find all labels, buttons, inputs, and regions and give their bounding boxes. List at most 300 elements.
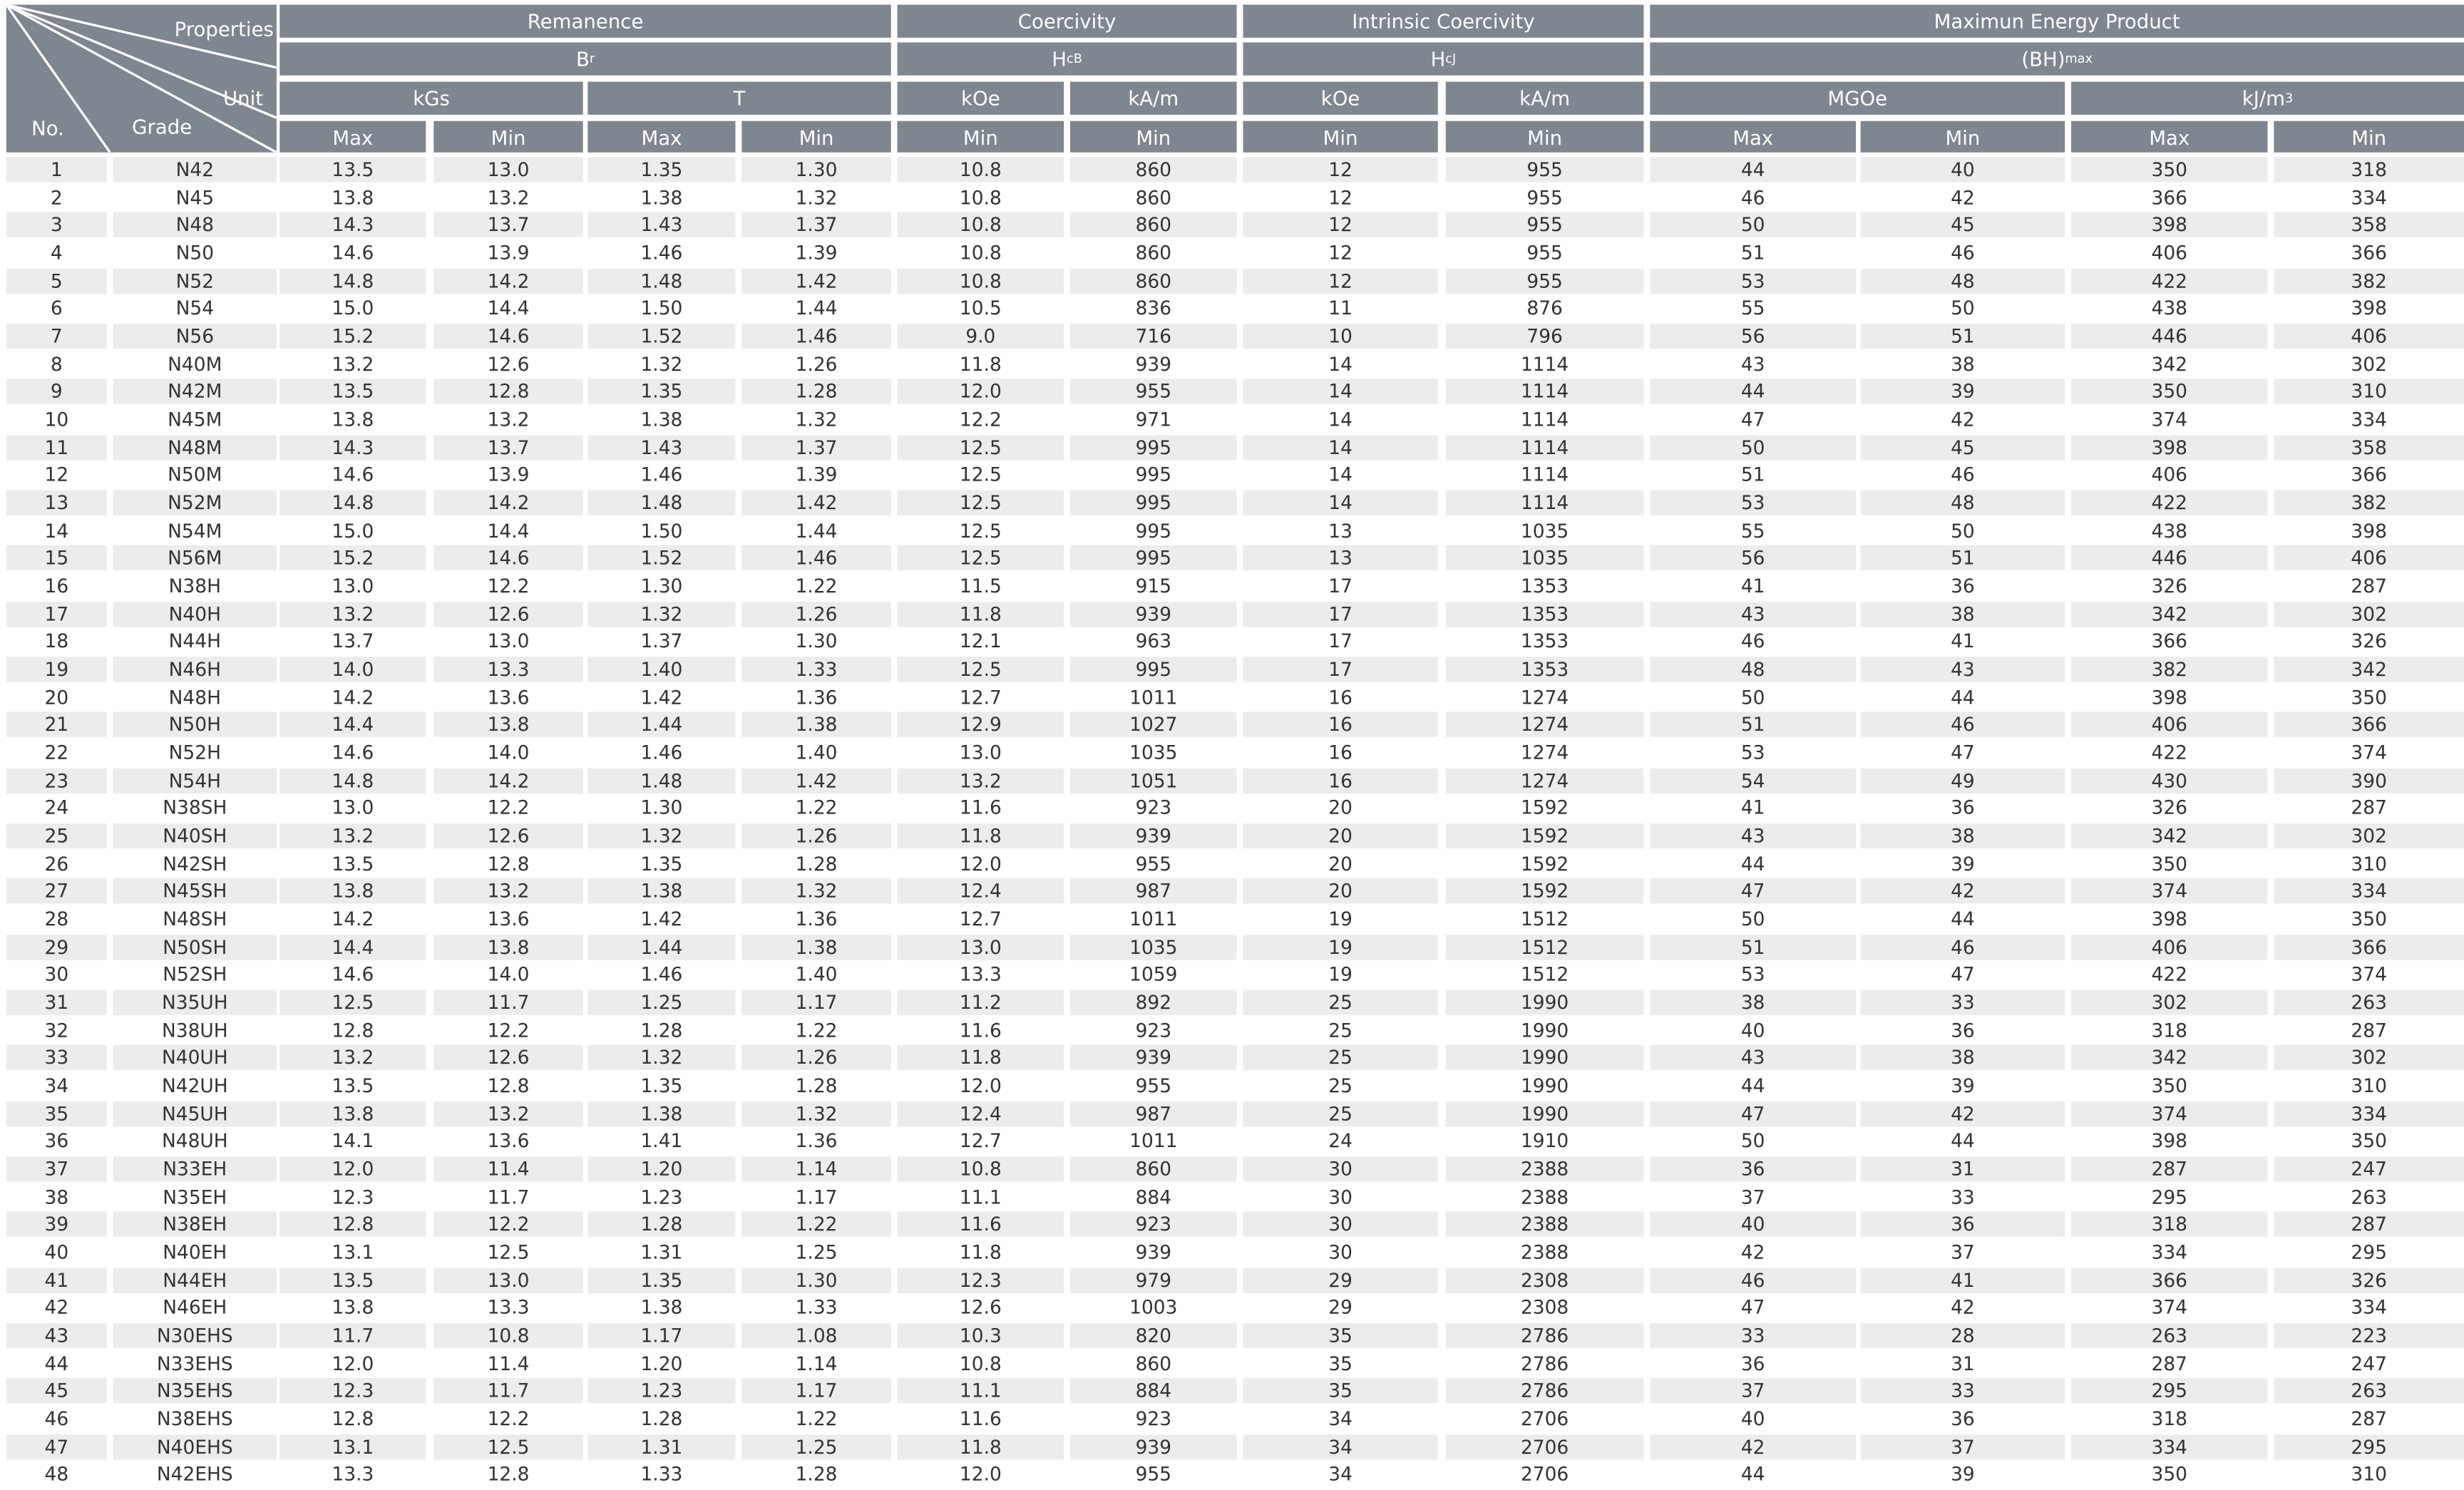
bh-mgoe-min-cell: 42: [1861, 879, 2065, 904]
row-grade-cell: N40M: [113, 351, 277, 376]
hcb-koe-min-cell: 10.8: [898, 212, 1064, 237]
row-grade-cell: N52H: [113, 740, 277, 765]
hcj-kam-min-cell: 2706: [1446, 1407, 1644, 1432]
br-t-min-cell: 1.30: [741, 1268, 890, 1293]
hcb-koe-min-cell: 10.8: [898, 268, 1064, 293]
br-t-min-cell: 1.30: [741, 629, 890, 654]
bh-kjm3-max-cell: 406: [2071, 712, 2268, 737]
hcj-koe-min-cell: 30: [1243, 1156, 1437, 1181]
hcb-koe-min-cell: 12.0: [898, 1074, 1064, 1099]
bh-mgoe-max-cell: 47: [1650, 407, 1856, 432]
br-kgs-min-cell: 13.3: [433, 657, 582, 682]
hcj-kam-min-cell: 1592: [1446, 823, 1644, 848]
br-t-max-cell: 1.43: [587, 435, 735, 460]
br-kgs-min-cell: 13.0: [433, 629, 582, 654]
hcb-kam-min-cell: 860: [1070, 212, 1237, 237]
bh-mgoe-max-cell: 46: [1650, 629, 1856, 654]
bh-mgoe-min-cell: 36: [1861, 1018, 2065, 1043]
bh-kjm3-min-cell: 302: [2274, 823, 2464, 848]
bh-kjm3-max-cell: 422: [2071, 740, 2268, 765]
br-t-min-cell: 1.30: [741, 157, 890, 182]
unit-kjm3: kJ/m 3: [2071, 82, 2464, 115]
hcj-koe-min-cell: 34: [1243, 1434, 1437, 1459]
row-grade-cell: N46H: [113, 657, 277, 682]
bh-kjm3-min-cell: 406: [2274, 546, 2464, 571]
br-kgs-max-cell: 14.0: [279, 657, 426, 682]
hcb-kam-min-cell: 1011: [1070, 1129, 1237, 1154]
bh-mgoe-min-cell: 40: [1861, 157, 2065, 182]
br-t-max-cell: 1.37: [587, 629, 735, 654]
hcb-kam-min-cell: 860: [1070, 268, 1237, 293]
br-t-max-cell: 1.28: [587, 1407, 735, 1432]
br-kgs-min-cell: 10.8: [433, 1323, 582, 1348]
br-kgs-max-cell: 13.2: [279, 602, 426, 627]
row-no-cell: 8: [6, 351, 107, 376]
br-t-min-cell: 1.22: [741, 1212, 890, 1237]
br-kgs-max-cell: 13.5: [279, 851, 426, 876]
hcj-koe-min-cell: 34: [1243, 1407, 1437, 1432]
hcj-koe-min-cell: 17: [1243, 629, 1437, 654]
row-no-cell: 20: [6, 684, 107, 709]
br-kgs-max-cell: 13.5: [279, 379, 426, 404]
bh-mgoe-max-cell: 51: [1650, 240, 1856, 265]
bh-mgoe-min-cell: 45: [1861, 212, 2065, 237]
br-kgs-max-cell: 13.1: [279, 1240, 426, 1265]
br-t-max-cell: 1.20: [587, 1156, 735, 1181]
row-no-cell: 4: [6, 240, 107, 265]
br-kgs-min-cell: 11.7: [433, 1379, 582, 1404]
bh-kjm3-min-cell: 302: [2274, 351, 2464, 376]
bh-kjm3-min-cell: 374: [2274, 740, 2464, 765]
row-grade-cell: N30EHS: [113, 1323, 277, 1348]
bh-mgoe-min-cell: 31: [1861, 1156, 2065, 1181]
br-kgs-max-cell: 12.8: [279, 1018, 426, 1043]
hcj-koe-min-cell: 19: [1243, 907, 1437, 932]
bh-mgoe-min-cell: 44: [1861, 907, 2065, 932]
row-grade-cell: N52M: [113, 490, 277, 515]
row-no-cell: 31: [6, 990, 107, 1015]
hcb-kam-min-cell: 1011: [1070, 907, 1237, 932]
br-t-max-cell: 1.35: [587, 1268, 735, 1293]
hcj-koe-min-cell: 14: [1243, 435, 1437, 460]
bh-mgoe-max-cell: 46: [1650, 185, 1856, 210]
br-kgs-min-cell: 13.8: [433, 712, 582, 737]
br-kgs-min-cell: 12.2: [433, 1407, 582, 1432]
br-kgs-max-cell: 13.1: [279, 1434, 426, 1459]
row-no-cell: 13: [6, 490, 107, 515]
row-grade-cell: N38SH: [113, 796, 277, 821]
row-no-cell: 12: [6, 463, 107, 488]
row-no-cell: 32: [6, 1018, 107, 1043]
limit-header: Max: [279, 121, 426, 153]
row-no-cell: 44: [6, 1351, 107, 1376]
br-kgs-min-cell: 14.4: [433, 296, 582, 321]
bh-kjm3-max-cell: 406: [2071, 935, 2268, 960]
br-kgs-min-cell: 14.2: [433, 490, 582, 515]
unit-hcj-kam: kA/m: [1446, 82, 1644, 115]
bh-kjm3-min-cell: 358: [2274, 435, 2464, 460]
row-grade-cell: N50SH: [113, 935, 277, 960]
hcj-kam-min-cell: 1512: [1446, 962, 1644, 987]
hcj-koe-min-cell: 20: [1243, 879, 1437, 904]
hcj-koe-min-cell: 30: [1243, 1212, 1437, 1237]
row-grade-cell: N48UH: [113, 1129, 277, 1154]
hcb-koe-min-cell: 11.2: [898, 990, 1064, 1015]
hcb-koe-min-cell: 12.5: [898, 490, 1064, 515]
hcj-koe-min-cell: 25: [1243, 1018, 1437, 1043]
hcb-kam-min-cell: 955: [1070, 379, 1237, 404]
bh-kjm3-max-cell: 342: [2071, 602, 2268, 627]
br-t-max-cell: 1.35: [587, 851, 735, 876]
hcb-koe-min-cell: 12.5: [898, 546, 1064, 571]
bh-kjm3-max-cell: 366: [2071, 1268, 2268, 1293]
symbol-br-main: B: [575, 47, 590, 71]
corner-header: [6, 5, 277, 153]
br-t-min-cell: 1.26: [741, 602, 890, 627]
br-t-min-cell: 1.40: [741, 740, 890, 765]
hcj-kam-min-cell: 1990: [1446, 1046, 1644, 1071]
limit-header: Min: [898, 121, 1064, 153]
bh-kjm3-min-cell: 302: [2274, 602, 2464, 627]
br-kgs-min-cell: 13.6: [433, 1129, 582, 1154]
bh-kjm3-min-cell: 358: [2274, 212, 2464, 237]
row-grade-cell: N40UH: [113, 1046, 277, 1071]
br-kgs-max-cell: 14.3: [279, 212, 426, 237]
bh-mgoe-min-cell: 44: [1861, 684, 2065, 709]
br-kgs-max-cell: 12.8: [279, 1212, 426, 1237]
bh-mgoe-min-cell: 50: [1861, 518, 2065, 543]
bh-mgoe-min-cell: 36: [1861, 1212, 2065, 1237]
hcj-kam-min-cell: 2786: [1446, 1351, 1644, 1376]
bh-kjm3-min-cell: 310: [2274, 379, 2464, 404]
row-grade-cell: N48M: [113, 435, 277, 460]
row-grade-cell: N44EH: [113, 1268, 277, 1293]
bh-mgoe-max-cell: 41: [1650, 574, 1856, 599]
br-kgs-min-cell: 14.4: [433, 518, 582, 543]
br-t-min-cell: 1.38: [741, 712, 890, 737]
bh-mgoe-max-cell: 43: [1650, 1046, 1856, 1071]
hcb-kam-min-cell: 860: [1070, 185, 1237, 210]
br-kgs-min-cell: 14.0: [433, 962, 582, 987]
row-no-cell: 26: [6, 851, 107, 876]
hcb-koe-min-cell: 9.0: [898, 324, 1064, 349]
bh-kjm3-max-cell: 350: [2071, 1074, 2268, 1099]
hcb-kam-min-cell: 836: [1070, 296, 1237, 321]
bh-kjm3-max-cell: 334: [2071, 1434, 2268, 1459]
hcb-koe-min-cell: 13.3: [898, 962, 1064, 987]
unit-hcb-kam: kA/m: [1070, 82, 1237, 115]
row-grade-cell: N42M: [113, 379, 277, 404]
br-t-min-cell: 1.38: [741, 935, 890, 960]
hcj-koe-min-cell: 13: [1243, 546, 1437, 571]
br-t-max-cell: 1.23: [587, 1379, 735, 1404]
hcj-kam-min-cell: 1274: [1446, 768, 1644, 793]
bh-kjm3-max-cell: 398: [2071, 435, 2268, 460]
hcb-kam-min-cell: 860: [1070, 157, 1237, 182]
br-t-max-cell: 1.32: [587, 351, 735, 376]
br-kgs-max-cell: 14.8: [279, 768, 426, 793]
bh-mgoe-min-cell: 49: [1861, 768, 2065, 793]
br-kgs-max-cell: 13.2: [279, 823, 426, 848]
bh-mgoe-min-cell: 33: [1861, 1184, 2065, 1209]
hcj-koe-min-cell: 25: [1243, 1101, 1437, 1126]
br-kgs-max-cell: 14.3: [279, 435, 426, 460]
bh-mgoe-max-cell: 44: [1650, 379, 1856, 404]
bh-kjm3-min-cell: 342: [2274, 657, 2464, 682]
hcb-kam-min-cell: 1011: [1070, 684, 1237, 709]
limit-header: Max: [2071, 121, 2268, 153]
row-grade-cell: N42: [113, 157, 277, 182]
br-t-min-cell: 1.28: [741, 1074, 890, 1099]
br-kgs-max-cell: 14.1: [279, 1129, 426, 1154]
bh-mgoe-min-cell: 45: [1861, 435, 2065, 460]
hcb-kam-min-cell: 955: [1070, 851, 1237, 876]
bh-mgoe-max-cell: 55: [1650, 296, 1856, 321]
br-t-min-cell: 1.28: [741, 1462, 890, 1487]
br-kgs-max-cell: 13.0: [279, 574, 426, 599]
bh-kjm3-min-cell: 366: [2274, 463, 2464, 488]
bh-mgoe-min-cell: 42: [1861, 407, 2065, 432]
hcb-kam-min-cell: 860: [1070, 1351, 1237, 1376]
br-t-max-cell: 1.42: [587, 684, 735, 709]
row-grade-cell: N48: [113, 212, 277, 237]
hcb-kam-min-cell: 995: [1070, 518, 1237, 543]
bh-mgoe-max-cell: 40: [1650, 1212, 1856, 1237]
br-t-max-cell: 1.38: [587, 1295, 735, 1320]
bh-mgoe-min-cell: 37: [1861, 1240, 2065, 1265]
no-label: No.: [31, 116, 64, 140]
br-kgs-min-cell: 14.2: [433, 268, 582, 293]
br-t-max-cell: 1.50: [587, 518, 735, 543]
br-kgs-min-cell: 11.7: [433, 990, 582, 1015]
hcj-koe-min-cell: 16: [1243, 712, 1437, 737]
br-kgs-max-cell: 14.8: [279, 268, 426, 293]
bh-kjm3-max-cell: 406: [2071, 463, 2268, 488]
bh-kjm3-min-cell: 382: [2274, 268, 2464, 293]
row-no-cell: 35: [6, 1101, 107, 1126]
br-t-min-cell: 1.26: [741, 1046, 890, 1071]
hcj-kam-min-cell: 1353: [1446, 602, 1644, 627]
br-kgs-min-cell: 13.3: [433, 1295, 582, 1320]
row-grade-cell: N35UH: [113, 990, 277, 1015]
row-grade-cell: N48H: [113, 684, 277, 709]
hcb-kam-min-cell: 995: [1070, 546, 1237, 571]
bh-mgoe-max-cell: 41: [1650, 796, 1856, 821]
bh-kjm3-max-cell: 287: [2071, 1156, 2268, 1181]
hcb-koe-min-cell: 11.8: [898, 602, 1064, 627]
hcj-kam-min-cell: 1990: [1446, 1074, 1644, 1099]
br-kgs-max-cell: 13.8: [279, 185, 426, 210]
hcb-kam-min-cell: 939: [1070, 1046, 1237, 1071]
hcj-kam-min-cell: 1274: [1446, 740, 1644, 765]
hcj-kam-min-cell: 1274: [1446, 712, 1644, 737]
hcb-koe-min-cell: 12.7: [898, 907, 1064, 932]
br-t-max-cell: 1.52: [587, 324, 735, 349]
bh-kjm3-max-cell: 422: [2071, 962, 2268, 987]
row-no-cell: 23: [6, 768, 107, 793]
bh-kjm3-min-cell: 287: [2274, 1407, 2464, 1432]
bh-kjm3-max-cell: 406: [2071, 240, 2268, 265]
symbol-hcj-main: H: [1430, 47, 1446, 71]
hcj-koe-min-cell: 29: [1243, 1295, 1437, 1320]
br-t-max-cell: 1.41: [587, 1129, 735, 1154]
bh-kjm3-max-cell: 422: [2071, 268, 2268, 293]
bh-mgoe-max-cell: 42: [1650, 1434, 1856, 1459]
bh-kjm3-max-cell: 366: [2071, 629, 2268, 654]
hcb-koe-min-cell: 11.6: [898, 796, 1064, 821]
bh-mgoe-max-cell: 56: [1650, 324, 1856, 349]
row-grade-cell: N45M: [113, 407, 277, 432]
bh-kjm3-max-cell: 382: [2071, 657, 2268, 682]
br-kgs-min-cell: 11.4: [433, 1351, 582, 1376]
br-kgs-min-cell: 13.2: [433, 407, 582, 432]
hcj-kam-min-cell: 955: [1446, 185, 1644, 210]
hcb-kam-min-cell: 923: [1070, 1018, 1237, 1043]
hcj-kam-min-cell: 1592: [1446, 879, 1644, 904]
hcj-koe-min-cell: 34: [1243, 1462, 1437, 1487]
br-t-min-cell: 1.26: [741, 823, 890, 848]
bh-mgoe-max-cell: 54: [1650, 768, 1856, 793]
bh-mgoe-max-cell: 37: [1650, 1184, 1856, 1209]
bh-kjm3-max-cell: 350: [2071, 157, 2268, 182]
bh-mgoe-min-cell: 44: [1861, 1129, 2065, 1154]
bh-kjm3-min-cell: 287: [2274, 796, 2464, 821]
br-kgs-max-cell: 13.2: [279, 351, 426, 376]
br-t-min-cell: 1.46: [741, 324, 890, 349]
hcj-koe-min-cell: 20: [1243, 823, 1437, 848]
row-grade-cell: N46EH: [113, 1295, 277, 1320]
bh-kjm3-min-cell: 302: [2274, 1046, 2464, 1071]
bh-mgoe-max-cell: 37: [1650, 1379, 1856, 1404]
bh-kjm3-min-cell: 398: [2274, 518, 2464, 543]
hcb-kam-min-cell: 979: [1070, 1268, 1237, 1293]
bh-kjm3-max-cell: 263: [2071, 1323, 2268, 1348]
br-t-min-cell: 1.37: [741, 435, 890, 460]
hcj-kam-min-cell: 1512: [1446, 907, 1644, 932]
group-remanence: Remanence: [279, 5, 890, 38]
limit-header: Min: [2274, 121, 2464, 153]
row-no-cell: 7: [6, 324, 107, 349]
bh-mgoe-min-cell: 38: [1861, 351, 2065, 376]
hcb-koe-min-cell: 12.1: [898, 629, 1064, 654]
row-no-cell: 18: [6, 629, 107, 654]
br-t-max-cell: 1.43: [587, 212, 735, 237]
br-t-min-cell: 1.14: [741, 1156, 890, 1181]
br-kgs-min-cell: 13.0: [433, 157, 582, 182]
br-kgs-max-cell: 13.3: [279, 1462, 426, 1487]
hcj-kam-min-cell: 876: [1446, 296, 1644, 321]
bh-kjm3-max-cell: 302: [2071, 990, 2268, 1015]
br-t-min-cell: 1.39: [741, 463, 890, 488]
bh-kjm3-max-cell: 374: [2071, 879, 2268, 904]
hcb-kam-min-cell: 1059: [1070, 962, 1237, 987]
bh-kjm3-max-cell: 295: [2071, 1379, 2268, 1404]
br-kgs-max-cell: 14.4: [279, 712, 426, 737]
br-t-max-cell: 1.48: [587, 268, 735, 293]
hcb-koe-min-cell: 12.5: [898, 657, 1064, 682]
br-kgs-max-cell: 15.0: [279, 296, 426, 321]
br-t-min-cell: 1.22: [741, 574, 890, 599]
hcj-kam-min-cell: 955: [1446, 212, 1644, 237]
hcb-kam-min-cell: 923: [1070, 1407, 1237, 1432]
hcb-kam-min-cell: 1027: [1070, 712, 1237, 737]
br-kgs-max-cell: 12.3: [279, 1184, 426, 1209]
br-t-max-cell: 1.31: [587, 1240, 735, 1265]
br-t-max-cell: 1.48: [587, 768, 735, 793]
br-t-min-cell: 1.42: [741, 768, 890, 793]
bh-mgoe-min-cell: 36: [1861, 1407, 2065, 1432]
row-grade-cell: N38H: [113, 574, 277, 599]
bh-mgoe-max-cell: 50: [1650, 212, 1856, 237]
br-kgs-min-cell: 12.8: [433, 851, 582, 876]
row-no-cell: 27: [6, 879, 107, 904]
hcb-kam-min-cell: 963: [1070, 629, 1237, 654]
bh-mgoe-max-cell: 56: [1650, 546, 1856, 571]
bh-mgoe-min-cell: 33: [1861, 1379, 2065, 1404]
row-no-cell: 38: [6, 1184, 107, 1209]
hcj-kam-min-cell: 1114: [1446, 435, 1644, 460]
br-kgs-min-cell: 13.0: [433, 1268, 582, 1293]
symbol-br: B r: [279, 43, 890, 76]
hcj-kam-min-cell: 2388: [1446, 1184, 1644, 1209]
row-grade-cell: N40EHS: [113, 1434, 277, 1459]
br-kgs-min-cell: 12.6: [433, 351, 582, 376]
hcj-kam-min-cell: 1274: [1446, 684, 1644, 709]
row-grade-cell: N35EH: [113, 1184, 277, 1209]
bh-kjm3-max-cell: 438: [2071, 518, 2268, 543]
br-kgs-max-cell: 12.5: [279, 990, 426, 1015]
br-kgs-max-cell: 12.8: [279, 1407, 426, 1432]
bh-mgoe-min-cell: 39: [1861, 1462, 2065, 1487]
row-grade-cell: N38EHS: [113, 1407, 277, 1432]
row-no-cell: 47: [6, 1434, 107, 1459]
row-no-cell: 3: [6, 212, 107, 237]
br-t-min-cell: 1.32: [741, 879, 890, 904]
bh-mgoe-max-cell: 50: [1650, 907, 1856, 932]
br-t-max-cell: 1.48: [587, 490, 735, 515]
bh-kjm3-min-cell: 406: [2274, 324, 2464, 349]
br-kgs-min-cell: 12.8: [433, 1074, 582, 1099]
br-t-max-cell: 1.32: [587, 823, 735, 848]
br-t-max-cell: 1.28: [587, 1212, 735, 1237]
br-t-max-cell: 1.32: [587, 1046, 735, 1071]
br-t-max-cell: 1.52: [587, 546, 735, 571]
br-kgs-max-cell: 13.8: [279, 879, 426, 904]
bh-kjm3-min-cell: 287: [2274, 1212, 2464, 1237]
bh-mgoe-min-cell: 48: [1861, 490, 2065, 515]
br-t-max-cell: 1.31: [587, 1434, 735, 1459]
br-t-min-cell: 1.17: [741, 1379, 890, 1404]
row-grade-cell: N40EH: [113, 1240, 277, 1265]
br-t-max-cell: 1.50: [587, 296, 735, 321]
br-kgs-min-cell: 12.2: [433, 1212, 582, 1237]
hcj-kam-min-cell: 1353: [1446, 629, 1644, 654]
br-kgs-max-cell: 15.2: [279, 546, 426, 571]
row-grade-cell: N56M: [113, 546, 277, 571]
hcb-koe-min-cell: 13.2: [898, 768, 1064, 793]
br-kgs-min-cell: 13.2: [433, 1101, 582, 1126]
row-no-cell: 28: [6, 907, 107, 932]
bh-kjm3-max-cell: 446: [2071, 546, 2268, 571]
bh-mgoe-min-cell: 36: [1861, 574, 2065, 599]
limit-header: Min: [741, 121, 890, 153]
row-grade-cell: N50H: [113, 712, 277, 737]
hcj-koe-min-cell: 12: [1243, 157, 1437, 182]
hcb-koe-min-cell: 11.1: [898, 1184, 1064, 1209]
bh-kjm3-min-cell: 334: [2274, 185, 2464, 210]
bh-kjm3-max-cell: 398: [2071, 684, 2268, 709]
br-t-min-cell: 1.22: [741, 1018, 890, 1043]
